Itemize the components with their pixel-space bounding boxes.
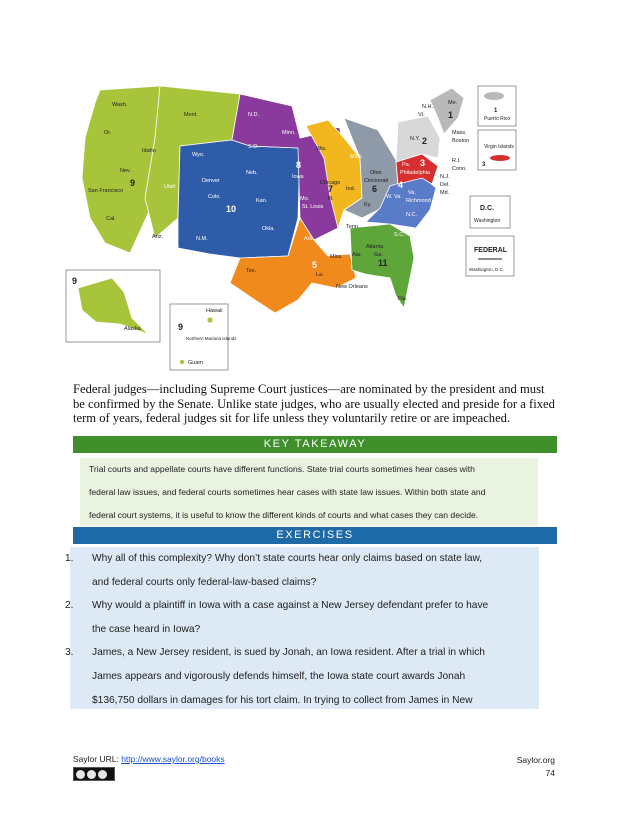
puerto-rico-shape xyxy=(484,92,504,100)
state-pa: Pa. xyxy=(402,162,411,168)
state-ark: Ark. xyxy=(304,236,314,242)
circuit-number-5: 5 xyxy=(312,260,318,270)
state-nh: N.H. xyxy=(422,104,433,110)
city-richmond: Richmond xyxy=(406,198,431,204)
state-me: Me. xyxy=(448,100,458,106)
circuit-number-9: 9 xyxy=(130,178,136,188)
footer-url xyxy=(73,754,225,764)
circuit-number-7: 7 xyxy=(328,184,334,194)
federal-title: FEDERAL xyxy=(474,247,508,254)
takeaway-line: federal court systems, it is useful to know the different kinds of courts and what cases they can decide. xyxy=(89,510,479,520)
key-takeaway-box xyxy=(80,458,538,526)
state-nm: N.M. xyxy=(196,236,208,242)
state-neb: Neb. xyxy=(246,170,258,176)
circuit-number-11: 11 xyxy=(378,258,388,268)
puerto-rico-label: Puerto Rico xyxy=(484,116,511,122)
circuit-number-10: 10 xyxy=(226,204,237,214)
state-ga: Ga. xyxy=(374,252,383,258)
nc-icon xyxy=(98,770,107,779)
state-ala: Ala. xyxy=(352,252,362,258)
state-kan: Kan. xyxy=(256,198,268,204)
city-new-orleans: New Orleans xyxy=(336,284,368,290)
exercise-line: Why would a plaintiff in Iowa with a case against a New Jersey defendant prefer to have xyxy=(92,600,489,612)
cc-icon xyxy=(76,770,85,779)
state-ri: R.I. xyxy=(452,158,461,164)
exercise-line: James appears and vigorously defends himself, the Iowa state court awards Jonah xyxy=(92,670,466,682)
footer-url-label: Saylor URL: xyxy=(73,754,122,764)
takeaway-line: Trial courts and appellate courts have different functions. State trial courts sometimes hear cases with xyxy=(89,464,475,474)
exercise-item xyxy=(65,547,539,594)
circuit-number-6: 6 xyxy=(372,184,378,194)
state-tex: Tex. xyxy=(246,268,257,274)
city-cincinnati: Cincinnati xyxy=(364,178,389,184)
state-nev: Nev. xyxy=(120,168,131,174)
state-miss: Miss. xyxy=(330,254,343,260)
exercise-line: the case heard in Iowa? xyxy=(92,623,201,635)
circuit-number-1: 1 xyxy=(448,110,454,120)
exercises-banner: EXERCISES xyxy=(73,527,557,544)
state-va: Va. xyxy=(408,190,416,196)
key-takeaway-banner: KEY TAKEAWAY xyxy=(73,436,557,453)
state-mass: Mass. xyxy=(452,130,467,136)
exercise-item xyxy=(65,641,539,712)
federal-sub: Washington, D.C. xyxy=(469,267,505,272)
state-ind: Ind. xyxy=(346,186,356,192)
exercise-line: $136,750 dollars in damages for his tort claim. In trying to collect from James in New xyxy=(92,694,473,706)
state-idaho: Idaho xyxy=(142,148,156,154)
state-sc: S.C. xyxy=(394,232,405,238)
state-ky: Ky. xyxy=(364,202,372,208)
state-wis: Wis. xyxy=(316,146,327,152)
city-denver: Denver xyxy=(202,178,220,184)
exercise-number: 3. xyxy=(65,647,74,659)
page-number: 74 xyxy=(545,768,555,778)
by-icon xyxy=(87,770,96,779)
state-sd: S.D. xyxy=(248,144,259,150)
state-iowa: Iowa xyxy=(292,174,304,180)
exercise-line: Why all of this complexity? Why don’t state courts hear only claims based on state law, xyxy=(92,553,483,564)
state-wash: Wash. xyxy=(112,102,128,108)
virgin-islands-circuit: 3 xyxy=(482,162,486,168)
dc-sub: Washington xyxy=(474,218,501,224)
footer-site: Saylor.org xyxy=(516,755,555,765)
exercise-line: James, a New Jersey resident, is sued by Jonah, an Iowa resident. After a trial in which xyxy=(92,647,485,659)
exercise-line: and federal courts only federal-law-based claims? xyxy=(92,576,317,588)
exercise-number: 1. xyxy=(65,553,74,564)
state-tenn: Tenn. xyxy=(346,224,360,230)
state-ny: N.Y. xyxy=(410,136,420,142)
state-md: Md. xyxy=(440,190,450,196)
dc-title: D.C. xyxy=(480,205,494,212)
state-nc: N.C. xyxy=(406,212,417,218)
body-paragraph: Federal judges—including Supreme Court justices—are nominated by the president and must be confirmed by the Senate. Unlike state judges, who are usually elected and preside for a fixed term of years, federal judges sit for life unless they voluntarily retire or are impeached. xyxy=(73,382,555,425)
city-philadelphia: Philadelphia xyxy=(400,170,430,176)
label-alaska: Alaska xyxy=(124,326,141,332)
state-cal: Cal. xyxy=(106,216,116,222)
state-ohio: Ohio xyxy=(370,170,382,176)
state-mo: Mo. xyxy=(300,196,310,202)
virgin-islands-label: Virgin Islands xyxy=(484,144,514,150)
alaska-circuit-number: 9 xyxy=(72,276,78,286)
circuit-number-8: 8 xyxy=(296,160,302,170)
federal-circuits-map xyxy=(60,78,520,378)
exercises-box xyxy=(65,547,539,709)
guam-island xyxy=(180,360,185,365)
state-okla: Okla. xyxy=(262,226,275,232)
state-wva: W. Va. xyxy=(386,194,402,200)
circuit-number-2: 2 xyxy=(422,136,428,146)
hawaii-circuit-number: 9 xyxy=(178,322,184,332)
state-minn: Minn. xyxy=(282,130,296,136)
exercises-list xyxy=(65,547,539,712)
label-guam: Guam xyxy=(188,360,203,366)
state-del: Del. xyxy=(440,182,450,188)
state-fla: Fla. xyxy=(398,296,408,302)
city-atlanta: Atlanta xyxy=(366,244,384,250)
state-mont: Mont. xyxy=(184,112,198,118)
circuit-number-3: 3 xyxy=(420,158,426,168)
city-chicago: Chicago xyxy=(320,180,341,186)
takeaway-line: federal law issues, and federal courts sometimes hear cases with state law issues. Within both state and xyxy=(89,487,486,497)
city-san-francisco: San Francisco xyxy=(88,188,124,194)
hawaii-island xyxy=(207,317,213,323)
exercise-item xyxy=(65,594,539,641)
state-nj: N.J. xyxy=(440,174,450,180)
city-boston: Boston xyxy=(452,138,470,144)
state-wyo: Wyo. xyxy=(192,152,205,158)
state-vt: Vt. xyxy=(418,112,425,118)
state-or: Or. xyxy=(104,130,112,136)
label-hawaii: Hawaii xyxy=(206,308,223,314)
creative-commons-badge xyxy=(73,767,115,781)
state-ill: Ill. xyxy=(328,196,334,202)
circuit-number-4: 4 xyxy=(398,180,404,190)
label-northern-mariana: Northern Mariana Islands xyxy=(186,336,237,341)
state-utah: Utah xyxy=(164,184,176,190)
puerto-rico-circuit: 1 xyxy=(494,108,498,114)
state-conn: Conn. xyxy=(452,166,467,172)
saylor-books-link[interactable]: http://www.saylor.org/books xyxy=(121,754,225,764)
state-colo: Colo. xyxy=(208,194,221,200)
exercise-number: 2. xyxy=(65,600,74,612)
state-mich: Mich. xyxy=(350,154,364,160)
state-nd: N.D. xyxy=(248,112,259,118)
state-la: La. xyxy=(316,272,324,278)
virgin-islands-shape xyxy=(490,155,510,161)
circuit-1-region xyxy=(430,88,464,134)
city-st-louis: St. Louis xyxy=(302,204,324,210)
footer-right xyxy=(517,754,555,780)
state-ariz: Ariz. xyxy=(152,234,163,240)
